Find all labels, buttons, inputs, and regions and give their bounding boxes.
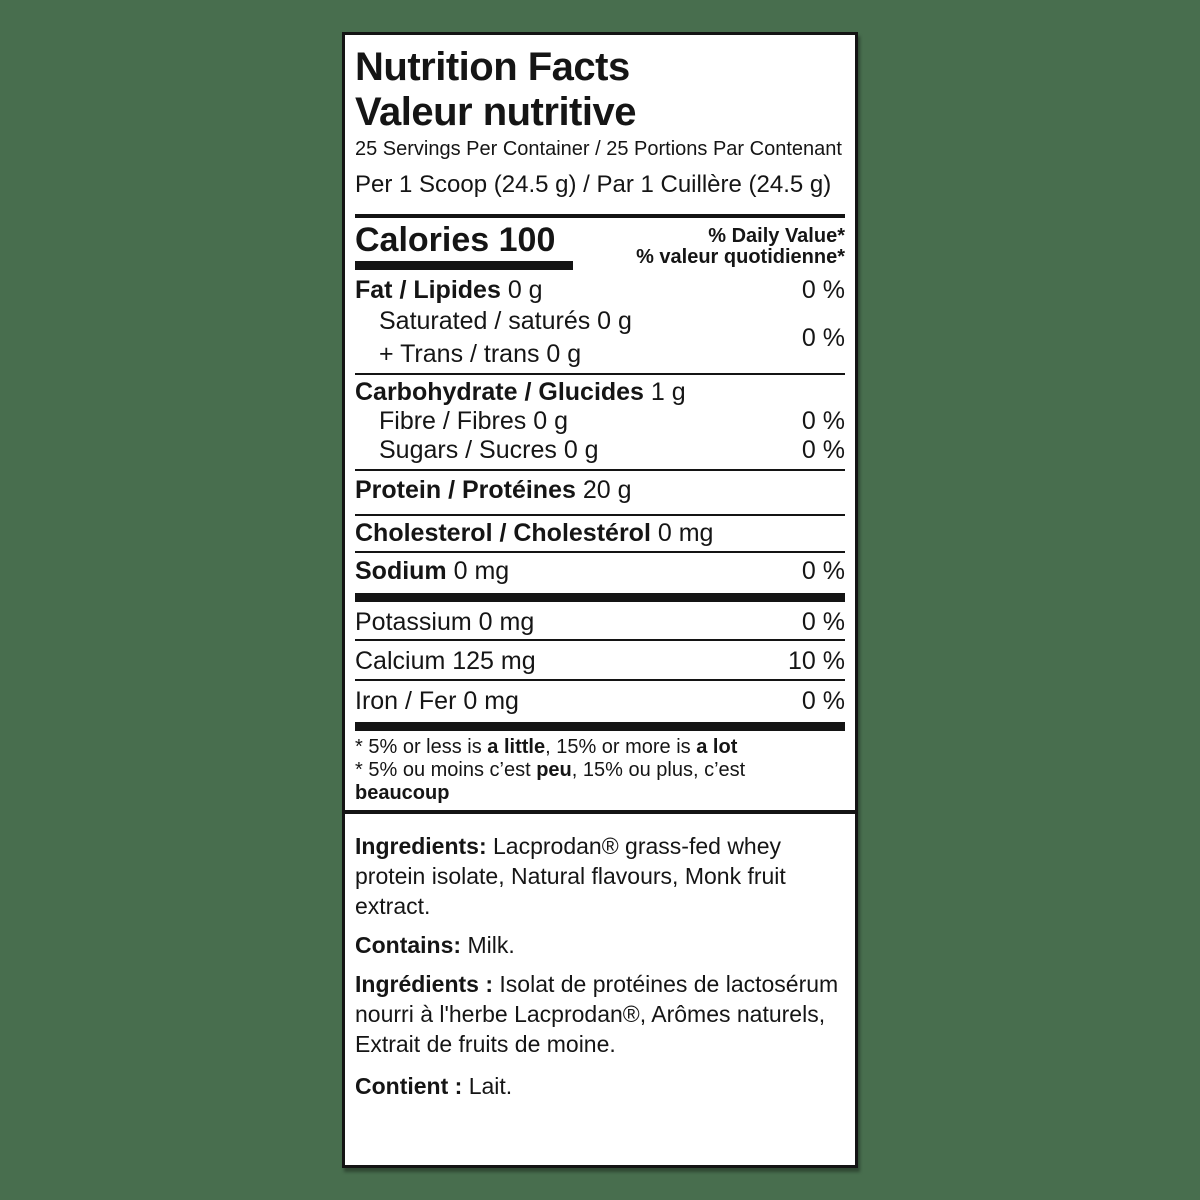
row-potassium-name: Potassium 0 mg	[355, 608, 535, 636]
contains-fr-text: Lait.	[468, 1073, 513, 1099]
row-potassium	[355, 602, 845, 639]
footnotes	[355, 731, 845, 810]
row-calcium-dv: 10 %	[788, 647, 845, 675]
servings-per-container: 25 Servings Per Container / 25 Portions Par Contenant	[355, 138, 842, 160]
row-cholesterol	[355, 516, 845, 551]
nutrition-facts-label	[342, 32, 858, 1168]
row-fibre	[355, 407, 845, 436]
row-fat-dv: 0 %	[801, 276, 845, 304]
row-sugars-name: Sugars / Sucres 0 g	[379, 436, 599, 464]
ingredients-fr-text: Isolat de protéines de lactosérum nourri à l'herbe Lacprodan®, Arômes naturels, Extrait de fruits de moine.	[355, 971, 839, 1057]
row-sodium-dv: 0 %	[801, 557, 845, 585]
ingredients-en	[355, 831, 845, 921]
separator-thick	[355, 722, 845, 731]
calories-value: 100	[498, 221, 556, 259]
row-fibre-dv: 0 %	[801, 407, 845, 435]
ingredients-en-text: Lacprodan® grass-fed whey protein isolate, Natural flavours, Monk fruit extract.	[355, 833, 786, 919]
row-carbohydrate	[355, 375, 845, 407]
ingredients-fr-label: Ingrédients :	[355, 971, 494, 997]
row-calcium	[355, 641, 845, 679]
contains-en-text: Milk.	[467, 932, 515, 958]
separator-thick	[355, 593, 845, 602]
row-potassium-dv: 0 %	[801, 608, 845, 636]
row-saturated-trans-names	[355, 305, 632, 371]
serving-size: Per 1 Scoop (24.5 g) / Par 1 Cuillère (24.5 g)	[355, 171, 832, 198]
footnote-en: * 5% or less is a little, 15% or more is a lot	[355, 736, 738, 758]
row-iron	[355, 681, 845, 722]
row-sugars-dv: 0 %	[801, 436, 845, 464]
row-protein-name: Protein / Protéines 20 g	[355, 476, 632, 504]
calories-label: Calories	[355, 221, 490, 259]
calories-row	[355, 222, 573, 258]
row-cholesterol-name: Cholesterol / Cholestérol 0 mg	[355, 519, 714, 547]
row-saturated-trans-dv: 0 %	[801, 323, 845, 352]
calories-cell	[355, 222, 573, 270]
footnote-fr: * 5% ou moins c’est peu, 15% ou plus, c’est beaucoup	[355, 759, 746, 804]
saturated-line: Saturated / saturés 0 g	[379, 307, 632, 335]
ingredients-fr	[355, 969, 845, 1059]
daily-value-header-en: % Daily Value*	[708, 225, 845, 247]
daily-value-header-fr: % valeur quotidienne*	[636, 246, 845, 268]
row-sugars	[355, 436, 845, 469]
label-content	[345, 35, 855, 1101]
calories-block	[355, 222, 845, 270]
row-fibre-name: Fibre / Fibres 0 g	[379, 407, 568, 435]
separator-ingredients	[345, 810, 855, 814]
row-sodium	[355, 553, 845, 593]
row-iron-dv: 0 %	[801, 687, 845, 715]
daily-value-header	[636, 222, 845, 270]
contains-en-label: Contains:	[355, 932, 462, 958]
contains-fr	[355, 1071, 845, 1101]
title-fr: Valeur nutritive	[355, 90, 636, 134]
row-carbohydrate-name: Carbohydrate / Glucides 1 g	[355, 378, 686, 406]
row-iron-name: Iron / Fer 0 mg	[355, 687, 519, 715]
calories-underline-bar	[355, 261, 573, 270]
row-fat	[355, 270, 845, 305]
title-en: Nutrition Facts	[355, 45, 630, 89]
row-sodium-name: Sodium 0 mg	[355, 557, 510, 585]
trans-line: + Trans / trans 0 g	[379, 340, 582, 368]
row-saturated-trans	[355, 305, 845, 373]
row-protein	[355, 471, 845, 514]
row-fat-name: Fat / Lipides 0 g	[355, 276, 543, 304]
ingredients-en-label: Ingredients:	[355, 833, 487, 859]
contains-en	[355, 930, 845, 960]
contains-fr-label: Contient :	[355, 1073, 463, 1099]
row-calcium-name: Calcium 125 mg	[355, 647, 536, 675]
separator-medium-top	[355, 214, 845, 218]
